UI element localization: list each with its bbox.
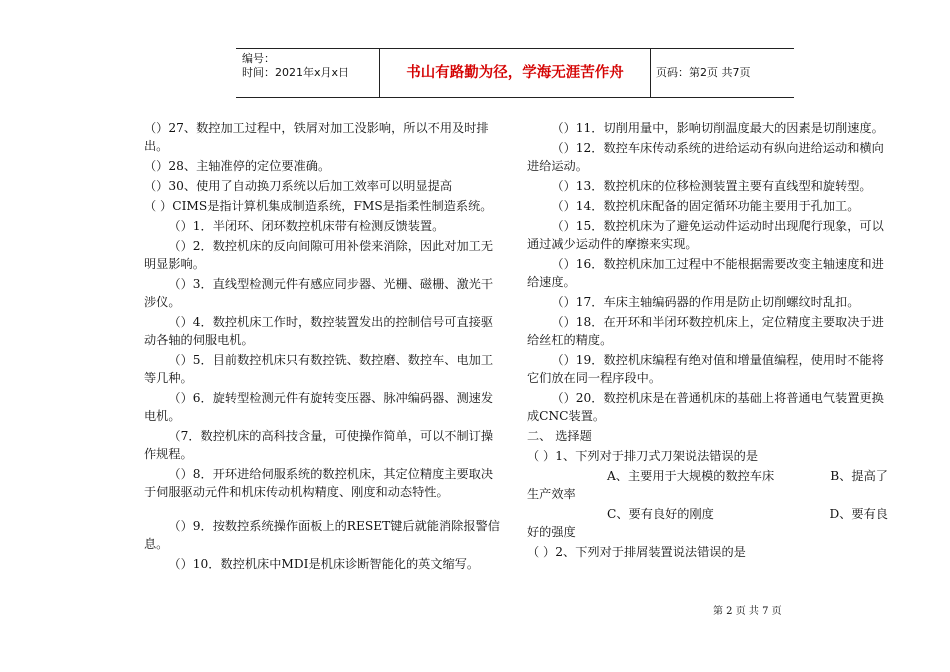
question-item: （）16．数控机床加工过程中不能根据需要改变主轴速度和进给速度。 — [527, 257, 884, 289]
option-d-continuation: 好的强度 — [527, 525, 576, 539]
options-cd — [607, 505, 888, 523]
question-item: （）8．开环进给伺服系统的数控机床，其定位精度主要取决于伺服驱动元件和机床传动机构精度、刚度和动态特性。 — [144, 467, 494, 499]
question-item: （）6．旋转型检测元件有旋转变压器、脉冲编码器、测速发电机。 — [144, 391, 494, 423]
question-item: （）28、主轴准停的定位要准确。 — [144, 159, 331, 173]
header-page-info: 页码：第2页 共7页 — [656, 66, 751, 79]
question-item: （）4．数控机床工作时，数控装置发出的控制信号可直接驱动各轴的伺服电机。 — [144, 315, 494, 347]
option-d: D、要有良 — [829, 507, 888, 521]
question-item: （）19．数控机床编程有绝对值和增量值编程，使用时不能将它们放在同一程序段中。 — [527, 353, 884, 385]
question-item: （）20．数控机床是在普通机床的基础上将普通电气装置更换成CNC装置。 — [527, 391, 884, 423]
question-item: （）17．车床主轴编码器的作用是防止切削螺纹时乱扣。 — [551, 295, 860, 309]
left-column — [144, 119, 504, 575]
question-item: （）3．直线型检测元件有感应同步器、光栅、磁栅、激光干涉仪。 — [144, 277, 494, 309]
question-item: （）13．数控机床的位移检测装置主要有直线型和旋转型。 — [551, 179, 872, 193]
number-label: 编号： — [242, 52, 275, 65]
question-item: （）18．在开环和半闭环数控机床上，定位精度主要取决于进给丝杠的精度。 — [527, 315, 884, 347]
question-item: （）1．半闭环、闭环数控机床带有检测反馈装置。 — [168, 219, 445, 233]
choice-question-stem: （ ）1、下列对于排刀式刀架说法错误的是 — [527, 449, 759, 463]
option-a: A、主要用于大规模的数控车床 — [607, 469, 775, 483]
header-meta — [236, 49, 379, 97]
question-item: （）2．数控机床的反向间隙可用补偿来消除，因此对加工无明显影响。 — [144, 239, 494, 271]
choice-question-stem: （ ）2、下列对于排屑装置说法错误的是 — [527, 545, 746, 559]
header-motto: 书山有路勤为径，学海无涯苦作舟 — [406, 65, 624, 81]
header-divider — [650, 49, 651, 97]
question-item: （）12．数控车床传动系统的进给运动有纵向进给运动和横向进给运动。 — [527, 141, 884, 173]
options-ab — [607, 467, 888, 485]
question-item: （）14．数控机床配备的固定循环功能主要用于孔加工。 — [551, 199, 860, 213]
question-item: （ ）CIMS是指计算机集成制造系统，FMS是指柔性制造系统。 — [144, 199, 493, 213]
question-item: （）30、使用了自动换刀系统以后加工效率可以明显提高 — [144, 179, 453, 193]
choice-options-row — [527, 505, 888, 523]
document-header — [236, 48, 794, 98]
question-item: （）15．数控机床为了避免运动件运动时出现爬行现象，可以通过减少运动件的摩擦来实现。 — [527, 219, 884, 251]
choice-options-row — [527, 467, 888, 485]
question-item: （）27、数控加工过程中，铁屑对加工没影响，所以不用及时排出。 — [144, 121, 489, 153]
page-footer: 第 2 页 共 7 页 — [713, 606, 782, 617]
option-b: B、提高了 — [830, 469, 888, 483]
option-b-continuation: 生产效率 — [527, 487, 576, 501]
question-item: （）5．目前数控机床只有数控铣、数控磨、数控车、电加工等几种。 — [144, 353, 494, 385]
time-label: 时间：2021年x月x日 — [242, 66, 350, 79]
right-column — [527, 119, 888, 563]
question-item: （）9．按数控系统操作面板上的RESET键后就能消除报警信息。 — [144, 519, 500, 551]
option-c: C、要有良好的刚度 — [607, 507, 714, 521]
question-item: （）10．数控机床中MDI是机床诊断智能化的英文缩写。 — [168, 557, 480, 571]
question-item: （7．数控机床的高科技含量，可使操作简单，可以不制订操作规程。 — [144, 429, 494, 461]
question-item: （）11．切削用量中，影响切削温度最大的因素是切削速度。 — [551, 121, 884, 135]
section-title: 二、 选择题 — [527, 429, 592, 443]
